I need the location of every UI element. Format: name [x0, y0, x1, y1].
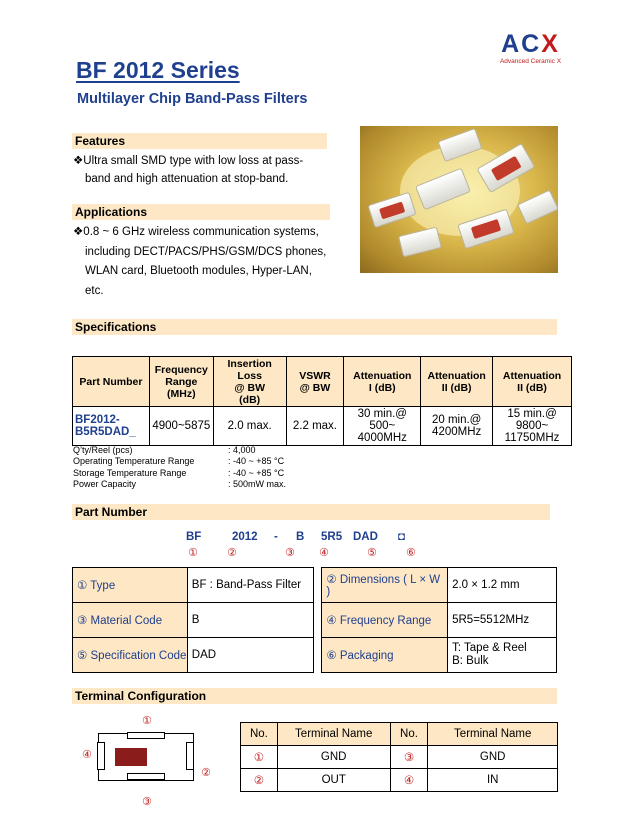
col-vswr: VSWR @ BW [286, 357, 344, 407]
part-number-heading: Part Number [72, 504, 550, 520]
specifications-table [72, 356, 572, 446]
packaging-value: T: Tape & Reel B: Bulk [448, 638, 557, 673]
terminal-no: ④ [390, 769, 428, 792]
terminal-label-right: ② [201, 767, 211, 779]
terminal-label-bottom: ③ [142, 796, 152, 808]
cell-vswr: 2.2 max. [286, 407, 344, 446]
col-insertion-loss: Insertion Loss @ BW (dB) [213, 357, 286, 407]
table-row [241, 746, 558, 769]
terminal-diagram [98, 733, 194, 781]
spec-code-value: DAD [187, 638, 314, 673]
cell-att1: 30 min.@ 500~ 4000MHz [344, 407, 421, 446]
terminal-pad-top [127, 732, 165, 739]
logo-tagline: Advanced Ceramic X [499, 58, 562, 65]
brand-logo [483, 30, 578, 66]
col-attenuation-2: Attenuation II (dB) [421, 357, 493, 407]
cell-freq: 4900~5875 [149, 407, 213, 446]
terminal-name: OUT [277, 769, 390, 792]
terminal-pad-left [97, 742, 105, 770]
dimensions-label: ② Dimensions ( L × W ) [322, 568, 448, 603]
logo-mark: ACX [501, 30, 560, 58]
packaging-label: ⑥ Packaging [322, 638, 448, 673]
spec-extra-list [73, 445, 286, 490]
col-attenuation-1: Attenuation I (dB) [344, 357, 421, 407]
terminal-name: GND [277, 746, 390, 769]
col-frequency: Frequency Range (MHz) [149, 357, 213, 407]
list-item: Operating Temperature Range : -40 ~ +85 °C [73, 456, 285, 467]
list-item: Storage Temperature Range : -40 ~ +85 °C [73, 467, 285, 478]
frequency-range-value: 5R5=5512MHz [448, 603, 557, 638]
col-part-number: Part Number [73, 357, 150, 407]
terminal-name: IN [428, 769, 558, 792]
terminal-header-row [241, 723, 558, 746]
terminal-label-top: ① [142, 715, 152, 727]
terminal-heading: Terminal Configuration [72, 688, 557, 704]
spec-header-row [73, 357, 572, 407]
spec-code-label: ⑤ Specification Code [73, 638, 188, 673]
page-title: BF 2012 Series [76, 57, 240, 83]
list-item: Power Capacity : 500mW max. [73, 478, 287, 489]
type-label: ① Type [73, 568, 188, 603]
applications-text: ❖0.8 ~ 6 GHz wireless communication systems, including DECT/PACS/PHS/GSM/DCS phones, WLAN card, Bluetooth modules, Hyper-LAN, etc. [73, 226, 327, 297]
table-row [73, 638, 557, 673]
col-no-1: No. [241, 723, 278, 746]
material-value: B [187, 603, 314, 638]
table-row [73, 603, 557, 638]
frequency-range-label: ④ Frequency Range [322, 603, 448, 638]
cell-part: BF2012- B5R5DAD_ [73, 407, 150, 446]
dimensions-value: 2.0 × 1.2 mm [448, 568, 557, 603]
terminal-label-left: ④ [82, 749, 92, 761]
terminal-pad-right [186, 742, 194, 770]
cell-il: 2.0 max. [213, 407, 286, 446]
part-number-table [72, 567, 557, 673]
material-label: ③ Material Code [73, 603, 188, 638]
features-text: ❖Ultra small SMD type with low loss at pass- band and high attenuation at stop-band. [73, 155, 304, 185]
specifications-heading: Specifications [72, 319, 557, 335]
col-attenuation-3: Attenuation II (dB) [493, 357, 572, 407]
col-no-2: No. [390, 723, 428, 746]
terminal-name: GND [428, 746, 558, 769]
table-row [241, 769, 558, 792]
table-row [73, 407, 572, 446]
terminal-no: ③ [390, 746, 428, 769]
terminal-pad-bottom [127, 773, 165, 780]
table-row [73, 568, 557, 603]
type-value: BF : Band-Pass Filter [187, 568, 314, 603]
cell-att2: 20 min.@ 4200MHz [421, 407, 493, 446]
col-name-1: Terminal Name [277, 723, 390, 746]
page-subtitle: Multilayer Chip Band-Pass Filters [77, 91, 308, 107]
terminal-no: ② [241, 769, 278, 792]
terminal-table [240, 722, 558, 792]
cell-att3: 15 min.@ 9800~ 11750MHz [493, 407, 572, 446]
list-item: Q’ty/Reel (pcs) : 4,000 [73, 445, 256, 455]
terminal-no: ① [241, 746, 278, 769]
product-photo [360, 126, 558, 273]
applications-heading: Applications [72, 204, 330, 220]
features-heading: Features [72, 133, 327, 149]
chip-body [115, 748, 147, 766]
col-name-2: Terminal Name [428, 723, 558, 746]
